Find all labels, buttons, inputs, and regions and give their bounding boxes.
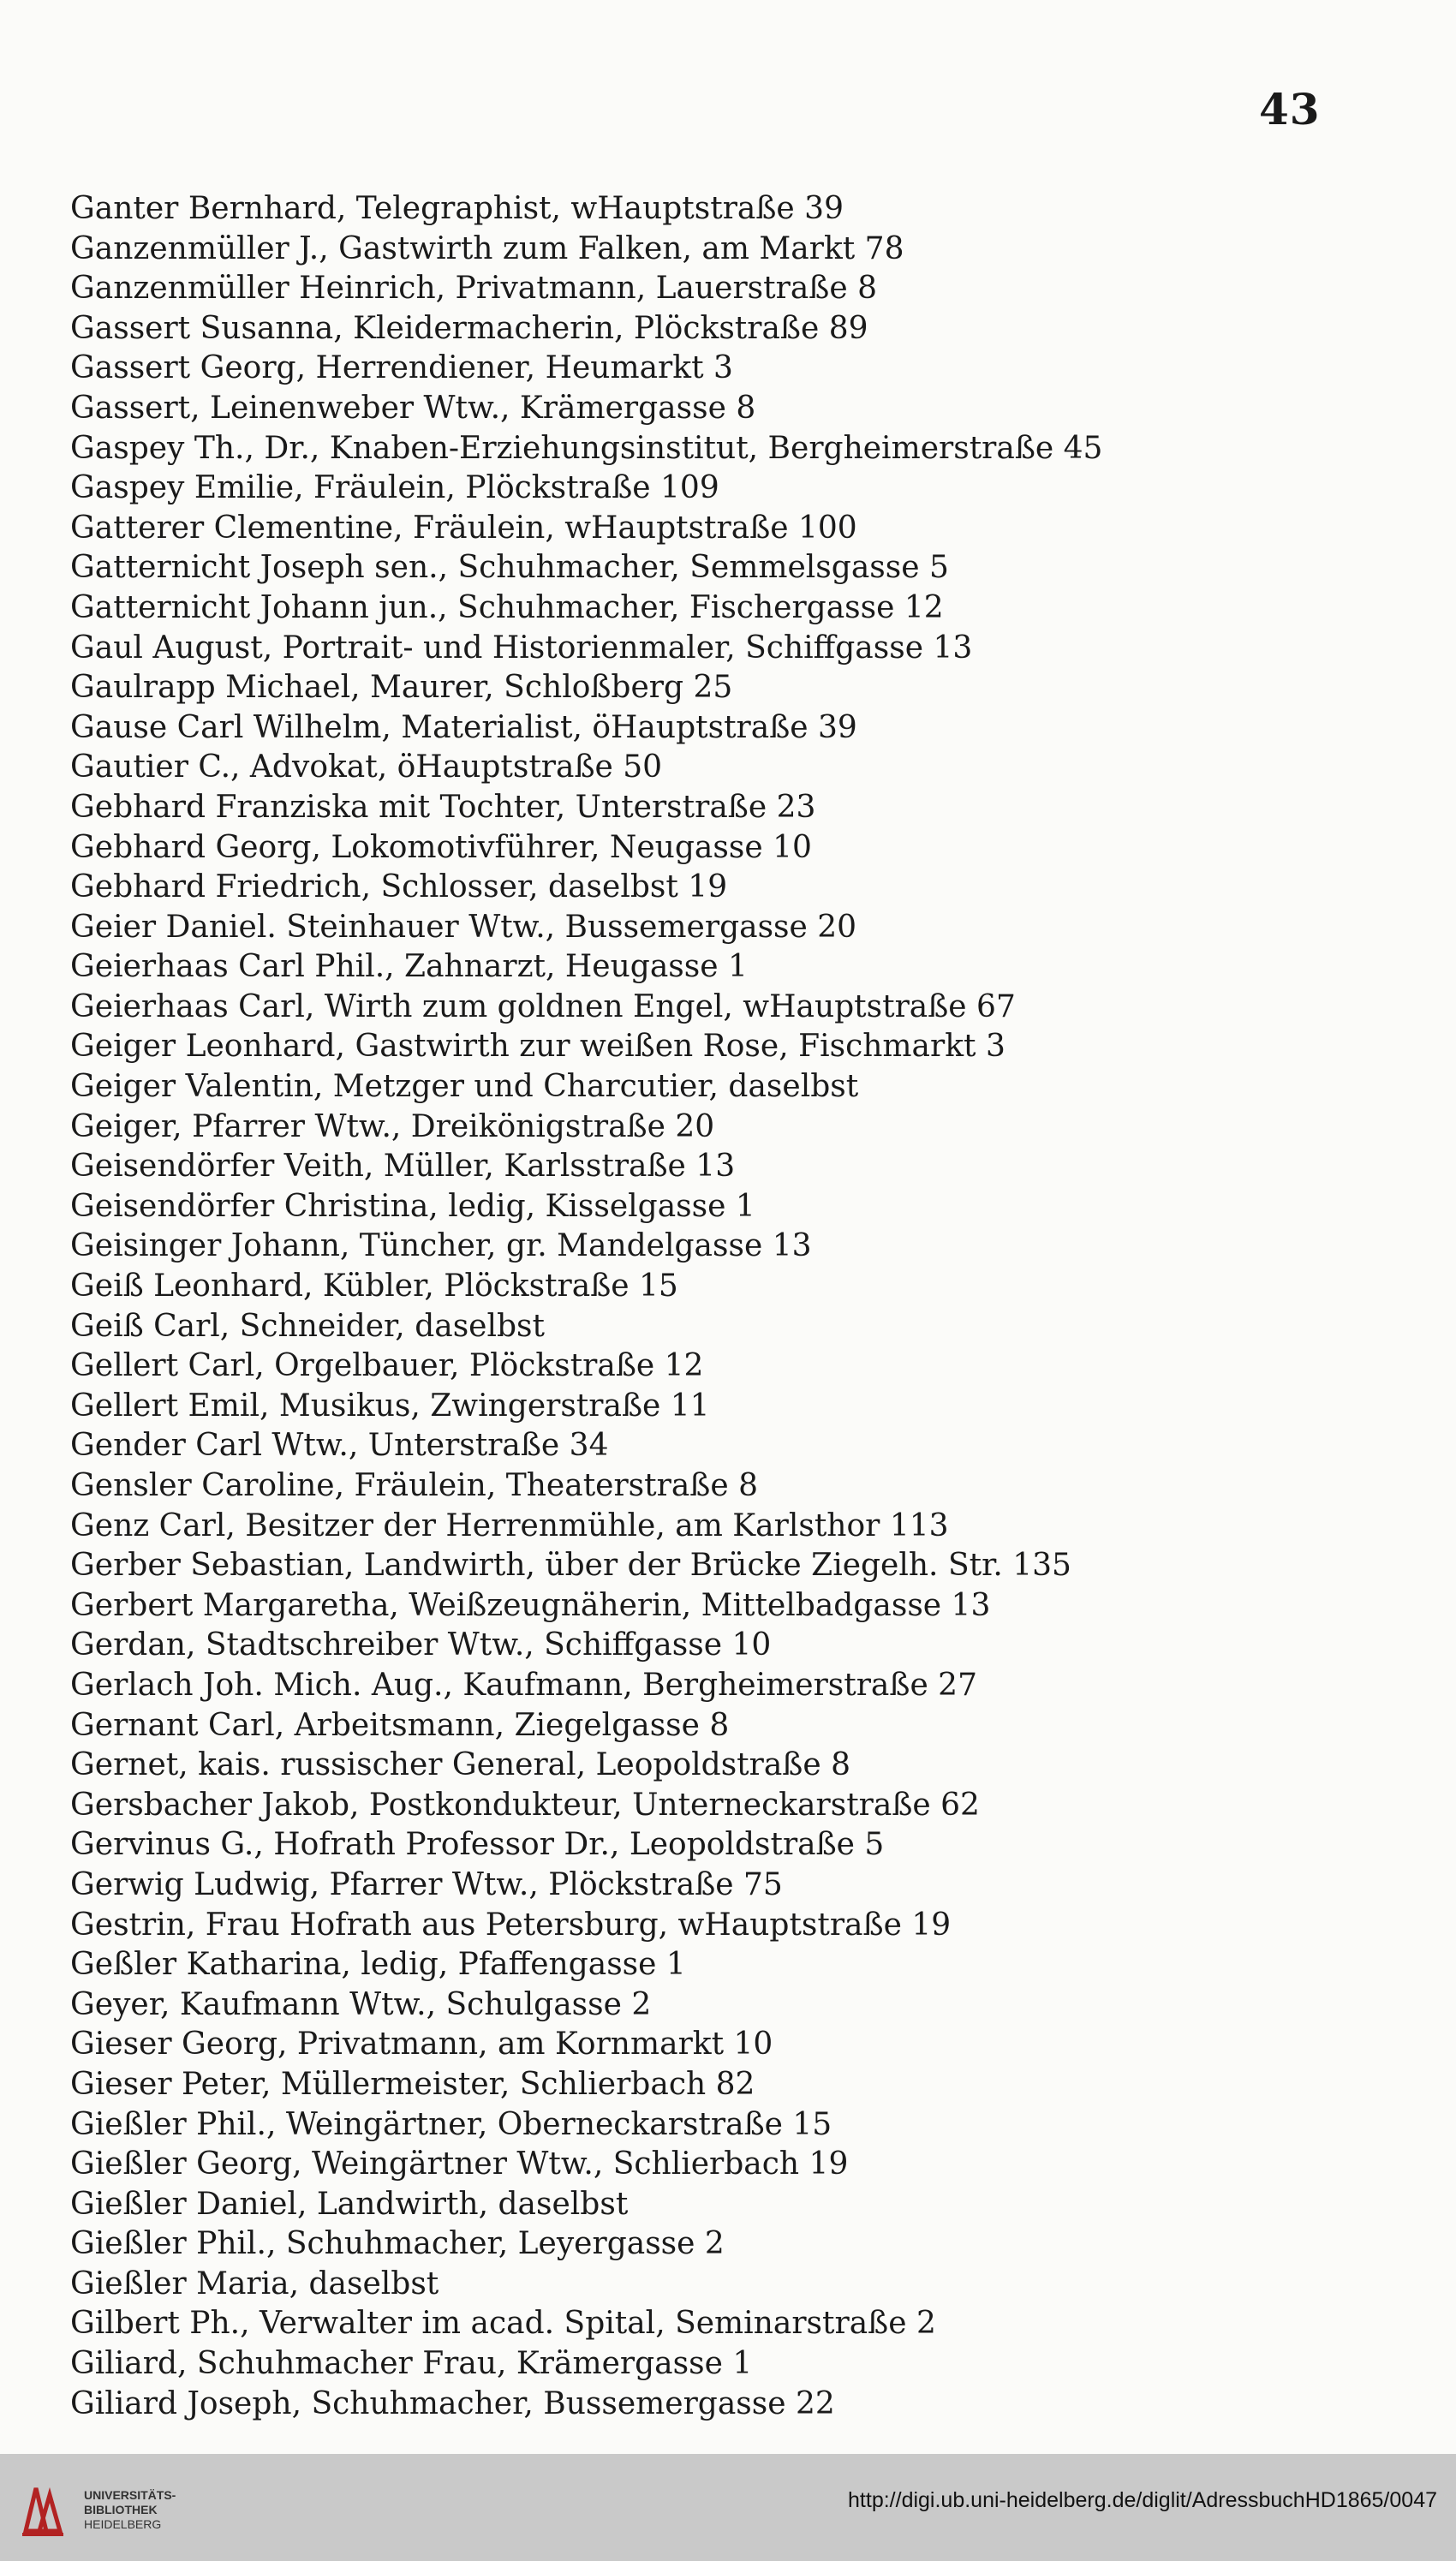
address-entry: Gellert Carl, Orgelbauer, Plöckstraße 12 xyxy=(70,1348,704,1384)
address-entry: Gießler Phil., Weingärtner, Oberneckarstraße 15 xyxy=(70,2106,832,2142)
address-entry: Gerlach Joh. Mich. Aug., Kaufmann, Bergheimerstraße 27 xyxy=(70,1667,977,1703)
address-entry: Gieser Georg, Privatmann, am Kornmarkt 10 xyxy=(70,2027,773,2063)
address-entry: Gießler Georg, Weingärtner Wtw., Schlierbach 19 xyxy=(70,2146,849,2182)
address-entry: Gestrin, Frau Hofrath aus Petersburg, wHauptstraße 19 xyxy=(70,1907,952,1943)
page-number: 43 xyxy=(1259,84,1321,134)
address-entry: Gießler Phil., Schuhmacher, Leyergasse 2 xyxy=(70,2226,725,2262)
address-entry: Gaspey Emilie, Fräulein, Plöckstraße 109 xyxy=(70,470,719,506)
address-entry: Ganter Bernhard, Telegraphist, wHauptstraße 39 xyxy=(70,191,844,226)
library-name-line: BIBLIOTHEK xyxy=(84,2503,158,2516)
address-entry: Gender Carl Wtw., Unterstraße 34 xyxy=(70,1428,609,1464)
address-entry: Geisendörfer Christina, ledig, Kisselgasse 1 xyxy=(70,1188,755,1224)
address-entry: Geierhaas Carl, Wirth zum goldnen Engel, wHauptstraße 67 xyxy=(70,988,1016,1024)
address-entry: Gatternicht Johann jun., Schuhmacher, Fischergasse 12 xyxy=(70,589,944,625)
library-name-line: HEIDELBERG xyxy=(84,2517,162,2531)
library-name-line: UNIVERSITÄTS- xyxy=(84,2488,176,2502)
address-entry-list xyxy=(70,189,1389,2424)
address-entry: Gebhard Friedrich, Schlosser, daselbst 19 xyxy=(70,869,728,905)
address-entry: Geiger, Pfarrer Wtw., Dreikönigstraße 20 xyxy=(70,1108,715,1144)
address-entry: Gassert, Leinenweber Wtw., Krämergasse 8 xyxy=(70,390,756,426)
address-entry: Geyer, Kaufmann Wtw., Schulgasse 2 xyxy=(70,1986,652,2022)
address-entry: Gatternicht Joseph sen., Schuhmacher, Semmelsgasse 5 xyxy=(70,550,949,586)
address-entry: Gerdan, Stadtschreiber Wtw., Schiffgasse 10 xyxy=(70,1627,772,1663)
address-entry: Gerber Sebastian, Landwirth, über der Brücke Ziegelh. Str. 135 xyxy=(70,1548,1071,1584)
address-entry: Gatterer Clementine, Fräulein, wHauptstraße 100 xyxy=(70,510,857,546)
address-entry: Geier Daniel. Steinhauer Wtw., Bussemergasse 20 xyxy=(70,909,857,945)
address-entry: Gernet, kais. russischer General, Leopoldstraße 8 xyxy=(70,1747,851,1783)
address-entry: Gause Carl Wilhelm, Materialist, öHauptstraße 39 xyxy=(70,709,857,745)
address-entry: Genz Carl, Besitzer der Herrenmühle, am Karlsthor 113 xyxy=(70,1507,949,1543)
address-entry: Gieser Peter, Müllermeister, Schlierbach 82 xyxy=(70,2066,755,2102)
address-entry: Giliard Joseph, Schuhmacher, Bussemergasse 22 xyxy=(70,2385,835,2421)
address-entry: Gassert Susanna, Kleidermacherin, Plöckstraße 89 xyxy=(70,310,868,346)
address-entry: Gervinus G., Hofrath Professor Dr., Leopoldstraße 5 xyxy=(70,1827,885,1863)
address-entry: Giliard, Schuhmacher Frau, Krämergasse 1 xyxy=(70,2346,753,2382)
address-entry: Gießler Maria, daselbst xyxy=(70,2266,439,2301)
address-entry: Geßler Katharina, ledig, Pfaffengasse 1 xyxy=(70,1947,686,1983)
address-entry: Gautier C., Advokat, öHauptstraße 50 xyxy=(70,749,663,785)
address-entry: Geiß Leonhard, Kübler, Plöckstraße 15 xyxy=(70,1269,678,1304)
address-entry: Gassert Georg, Herrendiener, Heumarkt 3 xyxy=(70,350,733,386)
address-entry: Geiger Valentin, Metzger und Charcutier, daselbst xyxy=(70,1069,859,1105)
address-entry: Geiß Carl, Schneider, daselbst xyxy=(70,1308,545,1344)
address-entry: Gaulrapp Michael, Maurer, Schloßberg 25 xyxy=(70,670,733,706)
address-entry: Gebhard Georg, Lokomotivführer, Neugasse 10 xyxy=(70,829,812,865)
address-entry: Geiger Leonhard, Gastwirth zur weißen Rose, Fischmarkt 3 xyxy=(70,1029,1005,1065)
address-entry: Gebhard Franziska mit Tochter, Unterstraße 23 xyxy=(70,789,816,825)
university-library-logo-icon[interactable] xyxy=(17,2480,69,2540)
address-entry: Gießler Daniel, Landwirth, daselbst xyxy=(70,2186,629,2222)
source-url-link[interactable]: http://digi.ub.uni-heidelberg.de/diglit/AdressbuchHD1865/0047 xyxy=(848,2488,1437,2512)
address-entry: Gerbert Margaretha, Weißzeugnäherin, Mittelbadgasse 13 xyxy=(70,1587,991,1623)
footer-bar xyxy=(0,2454,1456,2561)
library-name xyxy=(84,2488,176,2532)
address-entry: Gellert Emil, Musikus, Zwingerstraße 11 xyxy=(70,1388,710,1424)
address-entry: Geisinger Johann, Tüncher, gr. Mandelgasse 13 xyxy=(70,1228,812,1264)
address-entry: Ganzenmüller J., Gastwirth zum Falken, am Markt 78 xyxy=(70,230,904,266)
address-entry: Gensler Caroline, Fräulein, Theaterstraße 8 xyxy=(70,1468,758,1503)
address-entry: Geierhaas Carl Phil., Zahnarzt, Heugasse 1 xyxy=(70,949,748,985)
address-entry: Gersbacher Jakob, Postkondukteur, Unterneckarstraße 62 xyxy=(70,1787,980,1823)
address-entry: Gerwig Ludwig, Pfarrer Wtw., Plöckstraße 75 xyxy=(70,1866,783,1902)
address-entry: Ganzenmüller Heinrich, Privatmann, Lauerstraße 8 xyxy=(70,271,877,307)
address-entry: Geisendörfer Veith, Müller, Karlsstraße 13 xyxy=(70,1149,736,1185)
address-entry: Gaspey Th., Dr., Knaben-Erziehungsinstitut, Bergheimerstraße 45 xyxy=(70,430,1103,466)
address-entry: Gernant Carl, Arbeitsmann, Ziegelgasse 8 xyxy=(70,1707,730,1743)
address-entry: Gilbert Ph., Verwalter im acad. Spital, Seminarstraße 2 xyxy=(70,2306,936,2342)
address-entry: Gaul August, Portrait- und Historienmaler, Schiffgasse 13 xyxy=(70,630,973,666)
